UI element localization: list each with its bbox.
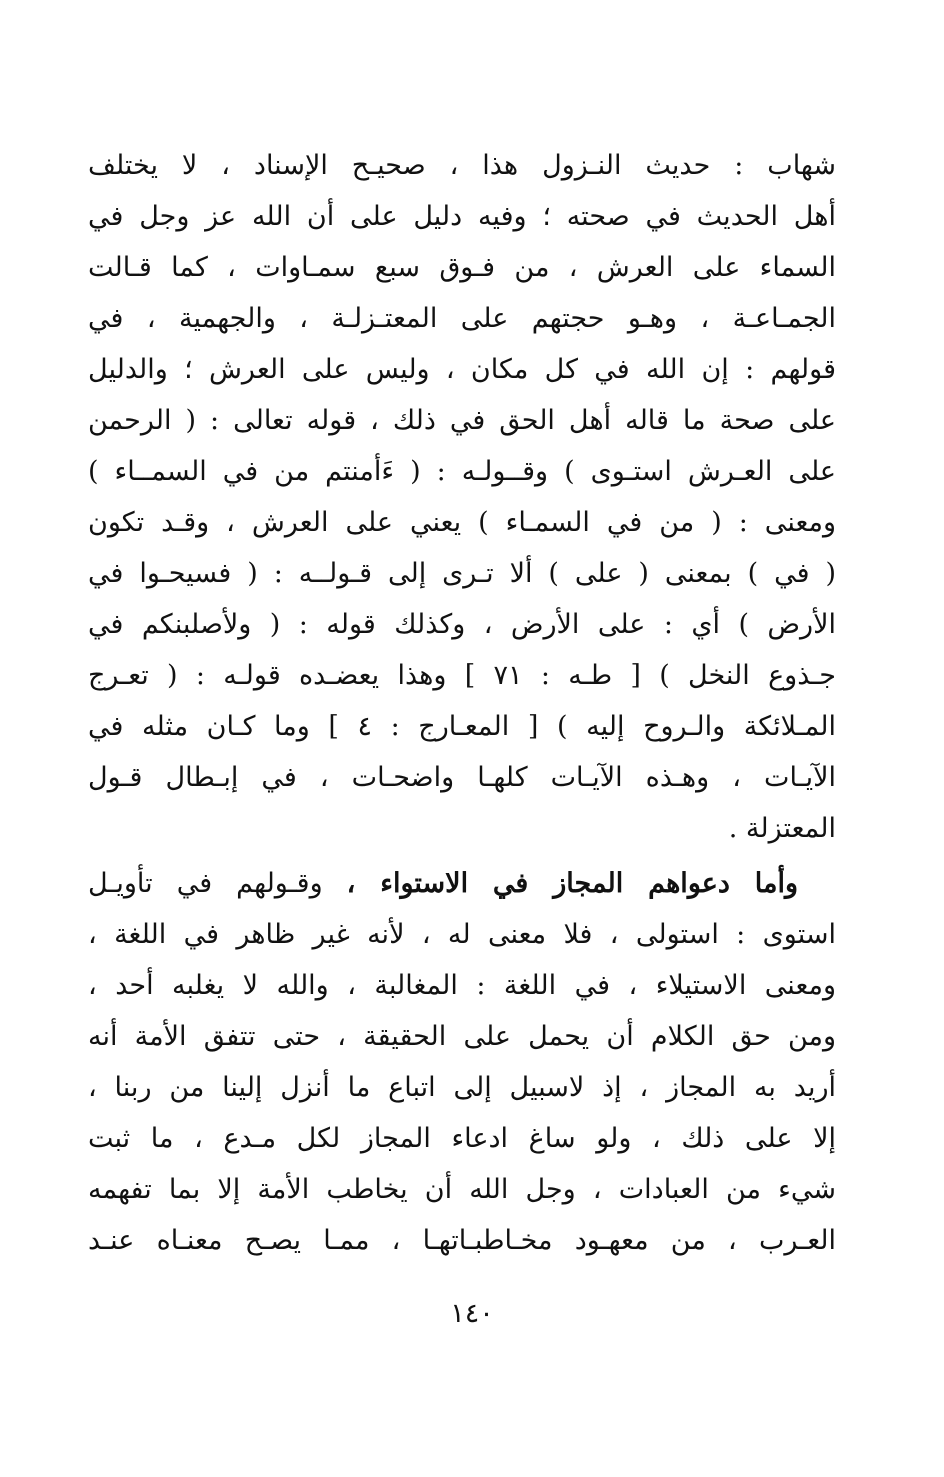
text-line: قولهم : إن الله في كل مكان ، وليس على العرش ؛ والدليل — [88, 354, 836, 385]
paragraph-1 — [88, 140, 836, 854]
text-line: أريد به المجاز ، إذ لاسبيل إلى اتباع ما أنزل إلينا من ربنا ، — [88, 1072, 836, 1103]
text-line: المـلائكة والـروح إليه ) [ المعـارج : ٤ ] وما كـان مثله في — [88, 711, 836, 742]
page-number: ١٤٠ — [450, 1298, 494, 1329]
bold-heading: وأما دعواهم المجاز في الاستواء ، — [346, 868, 798, 899]
text-line: السماء على العرش ، من فـوق سبع سمـاوات ، كما قـالت — [88, 252, 836, 283]
first-line-rest: وقـولهم في تأويـل — [88, 868, 323, 899]
text-line: العـرب ، من معهـود مخـاطبـاتهـا ، ممـا يصـح معنـاه عنـد — [88, 1225, 836, 1256]
text-line: ومعنى : ( من في السمـاء ) يعني على العرش ، وقـد تكون — [88, 507, 836, 538]
text-line: ( في ) بمعنى ( على ) ألا تـرى إلى قـولــه : ( فسيحـوا في — [88, 558, 836, 589]
text-line: ومعنى الاستيلاء ، في اللغة : المغالبة ، والله لا يغلبه أحد ، — [88, 970, 836, 1001]
text-line: الأرض ) أي : على الأرض ، وكذلك قوله : ( ولأصلبنكم في — [88, 609, 836, 640]
paragraph-2 — [88, 858, 836, 1266]
text-line: شهاب : حديث النـزول هذا ، صحيـح الإسناد ، لا يختلف — [88, 150, 836, 181]
text-line: استوى : استولى ، فلا معنى له ، لأنه غير ظاهر في اللغة ، — [88, 919, 836, 950]
text-line: المعتزلة . — [728, 813, 836, 844]
text-line: جـذوع النخل ) [ طـه : ٧١ ] وهذا يعضـده قولـه : ( تعـرج — [88, 660, 836, 691]
text-line: أهل الحديث في صحته ؛ وفيه دليل على أن الله عز وجل في — [88, 201, 836, 232]
text-line: ومن حق الكلام أن يحمل على الحقيقة ، حتى تتفق الأمة أنه — [88, 1021, 836, 1052]
text-line: إلا على ذلك ، ولو ساغ ادعاء المجاز لكل مـدع ، ما ثبت — [88, 1123, 836, 1154]
text-line-with-heading — [88, 858, 836, 909]
text-line: على صحة ما قاله أهل الحق في ذلك ، قوله تعالى : ( الرحمن — [88, 405, 836, 436]
text-line: شيء من العبادات ، وجل الله أن يخاطب الأمة إلا بما تفهمه — [88, 1174, 836, 1205]
text-line: على العـرش استـوى ) وقــولـه : ( ءَأمنتم من في السمــاء ) — [88, 456, 836, 487]
text-line: الآيـات ، وهـذه الآيـات كلهـا واضحـات ، في إبـطال قـول — [88, 762, 836, 793]
text-line: الجمـاعـة ، وهـو حجتهم على المعتـزلـة ، والجهمية ، في — [88, 303, 836, 334]
